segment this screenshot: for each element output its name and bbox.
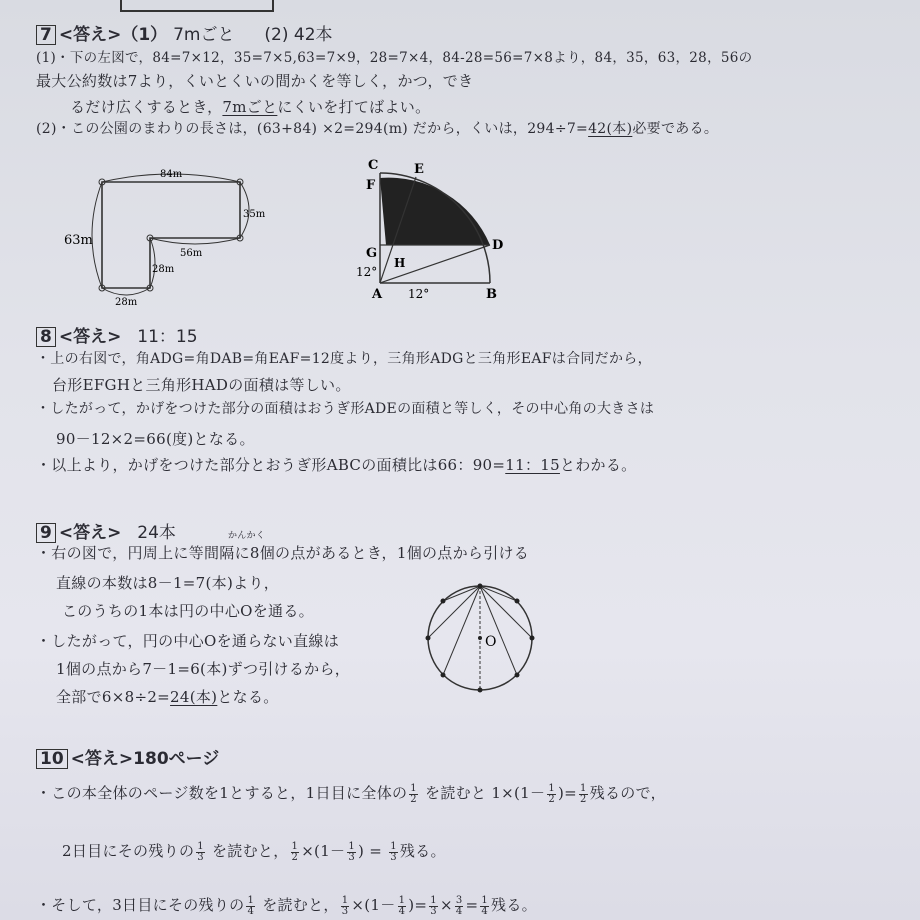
svg-text:F: F bbox=[366, 178, 376, 193]
q7-answer2: (2) 42本 bbox=[264, 25, 333, 45]
q7-head: <答え>（1） bbox=[58, 25, 168, 45]
q10-number: 10 bbox=[36, 749, 68, 769]
circle-figure bbox=[420, 582, 540, 702]
q7-line2: 最大公約数は7より，くいとくいの間かくを等しく，かつ，でき bbox=[36, 72, 474, 90]
label-28m-bottom: 28m bbox=[115, 297, 138, 308]
q8-answer: 11：15 bbox=[137, 327, 198, 347]
q10-heading: 10 <答え>180ページ bbox=[36, 744, 219, 769]
label-63m: 63m bbox=[64, 233, 93, 248]
svg-text:E: E bbox=[414, 162, 424, 177]
svg-text:B: B bbox=[486, 287, 497, 302]
q8-heading: 8 <答え> 11：15 bbox=[36, 322, 198, 347]
q8-line3: ・したがって，かげをつけた部分の面積はおうぎ形ADEの面積と等しく，その中心角の大きさは bbox=[36, 401, 655, 417]
q8-number: 8 bbox=[36, 327, 56, 347]
label-28m-step: 28m bbox=[152, 264, 175, 275]
q7-line1: (1)・下の左図で，84=7×12，35=7×5,63=7×9，28=7×4，84-28=56=7×8より，84，35，63，28，56の bbox=[36, 50, 753, 66]
q8-line5: ・以上より，かげをつけた部分とおうぎ形ABCの面積比は66：90=11：15とわかる。 bbox=[36, 456, 637, 474]
q7-heading bbox=[36, 20, 333, 45]
q9-answer: 24本 bbox=[137, 523, 176, 543]
label-35m: 35m bbox=[243, 209, 266, 220]
park-figure bbox=[60, 160, 290, 310]
q10-line1: ・この本全体のページ数を1とすると，1日目に全体の $\frac{1}{2}$ を読むと 1×(1－ $\frac{1}{2}$ )= $\frac{1}{2}$ 残るので， bbox=[36, 782, 666, 805]
svg-text:C: C bbox=[368, 158, 379, 173]
svg-text:12°: 12° bbox=[356, 265, 378, 279]
q9-line3: このうちの1本は円の中心Oを通る。 bbox=[62, 602, 314, 620]
q8-line1: ・上の右図で，角ADG=角DAB=角EAF=12度より，三角形ADGと三角形EAFは合同だから， bbox=[36, 351, 652, 367]
q9-ruby: かんかく bbox=[228, 531, 266, 541]
q9-line5: 1個の点から7－1=6(本)ずつ引けるから， bbox=[56, 660, 351, 678]
svg-text:G: G bbox=[366, 246, 378, 261]
q10-line2: 2日目にその残りの $\frac{1}{3}$ を読むと， $\frac{1}{2}$ ×(1－ $\frac{1}{3}$ ) = $\frac{1}{3}$ 残る。 bbox=[62, 840, 446, 863]
q10-line3: ・そして，3日目にその残りの $\frac{1}{4}$ を読むと， $\frac{1}{3}$ ×(1－ $\frac{1}{4}$ )= $\frac{1}{3}$ × $\frac{3}{4}$ = $\frac{1}{4}$ 残る。 bbox=[36, 894, 537, 917]
sector-figure bbox=[350, 155, 520, 305]
label-84m: 84m bbox=[160, 169, 183, 180]
q8-line4: 90－12×2=66(度)となる。 bbox=[56, 430, 255, 448]
q8-line2: 台形EFGHと三角形HADの面積は等しい。 bbox=[52, 376, 351, 394]
q9-line1: ・右の図で，円周上に等間隔に8個の点があるとき，1個の点から引ける bbox=[36, 544, 530, 562]
svg-text:12°: 12° bbox=[408, 287, 430, 301]
top-header-box bbox=[120, 0, 274, 12]
q7-line4: (2)・この公園のまわりの長さは，(63+84) ×2=294(m) だから，くいは，294÷7=42(本)必要である。 bbox=[36, 121, 719, 137]
q9-line4: ・したがって，円の中心Oを通らない直線は bbox=[36, 632, 339, 650]
q9-number: 9 bbox=[36, 523, 56, 543]
q7-line3: るだけ広くするとき，7mごとにくいを打てばよい。 bbox=[70, 98, 431, 116]
center-O-label: O bbox=[485, 634, 497, 650]
label-56m: 56m bbox=[180, 248, 203, 259]
q9-heading: 9 <答え> 24本 bbox=[36, 518, 176, 543]
q7-answer1: 7mごと bbox=[173, 25, 235, 45]
q9-line6: 全部で6×8÷2=24(本)となる。 bbox=[56, 688, 279, 706]
svg-text:H: H bbox=[394, 256, 406, 270]
svg-text:A: A bbox=[372, 287, 383, 302]
q9-line2: 直線の本数は8－1=7(本)より， bbox=[56, 574, 280, 592]
svg-text:D: D bbox=[492, 238, 504, 253]
q7-number: 7 bbox=[36, 25, 56, 45]
